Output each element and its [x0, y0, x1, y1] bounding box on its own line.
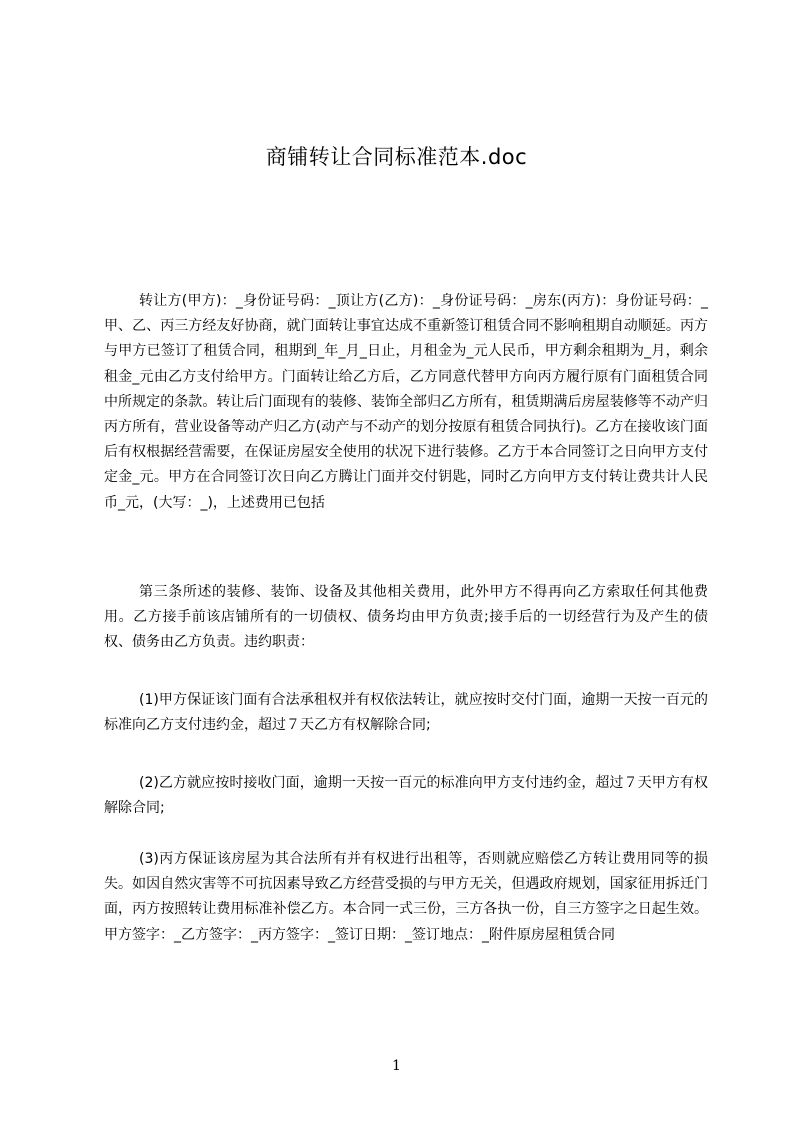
page-number: 1: [392, 1058, 401, 1074]
paragraph-article-three-fees: 第三条所述的装修、装饰、设备及其他相关费用，此外甲方不得再向乙方索取任何其他费用。乙方接手前该店铺所有的一切债权、债务均由甲方负责;接手后的一切经营行为及产生的债权、债务由乙方负责。违约职责：: [104, 584, 708, 651]
document-title: 商铺转让合同标准范本.doc: [265, 145, 528, 169]
paragraph-transfer-parties: 转让方(甲方)：_身份证号码：_顶让方(乙方)：_身份证号码：_房东(丙方)：身份证号码：_甲、乙、丙三方经友好协商，就门面转让事宜达成不重新签订租赁合同不影响租期自动顺延。丙方与甲方已签订了租赁合同，租期到_年_月_日止，月租金为_元人民币，甲方剩余租期为_月，剩余租金_元由乙方支付给甲方。门面转让给乙方后，乙方同意代替甲方向丙方履行原有门面租赁合同中所规定的条款。转让后门面现有的装修、装饰全部归乙方所有，租赁期满后房屋装修等不动产归丙方所有，营业设备等动产归乙方(动产与不动产的划分按原有租赁合同执行)。乙方在接收该门面后有权根据经营需要，在保证房屋安全使用的状况下进行装修。乙方于本合同签订之日向甲方支付定金_元。甲方在合同签订次日向乙方腾让门面并交付钥匙，同时乙方向甲方支付转让费共计人民币_元，(大写：_)，上述费用已包括: [104, 293, 708, 511]
paragraph-breach-party-a: (1)甲方保证该门面有合法承租权并有权依法转让，就应按时交付门面，逾期一天按一百元的标准向乙方支付违约金，超过７天乙方有权解除合同;: [104, 692, 708, 734]
paragraph-breach-party-c-signatures: (3)丙方保证该房屋为其合法所有并有权进行出租等，否则就应赔偿乙方转让费用同等的损失。如因自然灾害等不可抗因素导致乙方经营受损的与甲方无关，但遇政府规划，国家征用拆迁门面，丙方按照转让费用标准补偿乙方。本合同一式三份，三方各执一份，自三方签字之日起生效。甲方签字：_乙方签字：_丙方签字：_签订日期：_签订地点：_附件原房屋租赁合同: [104, 851, 708, 943]
paragraph-breach-party-b: (2)乙方就应按时接收门面，逾期一天按一百元的标准向甲方支付违约金，超过７天甲方有权解除合同;: [104, 775, 708, 817]
